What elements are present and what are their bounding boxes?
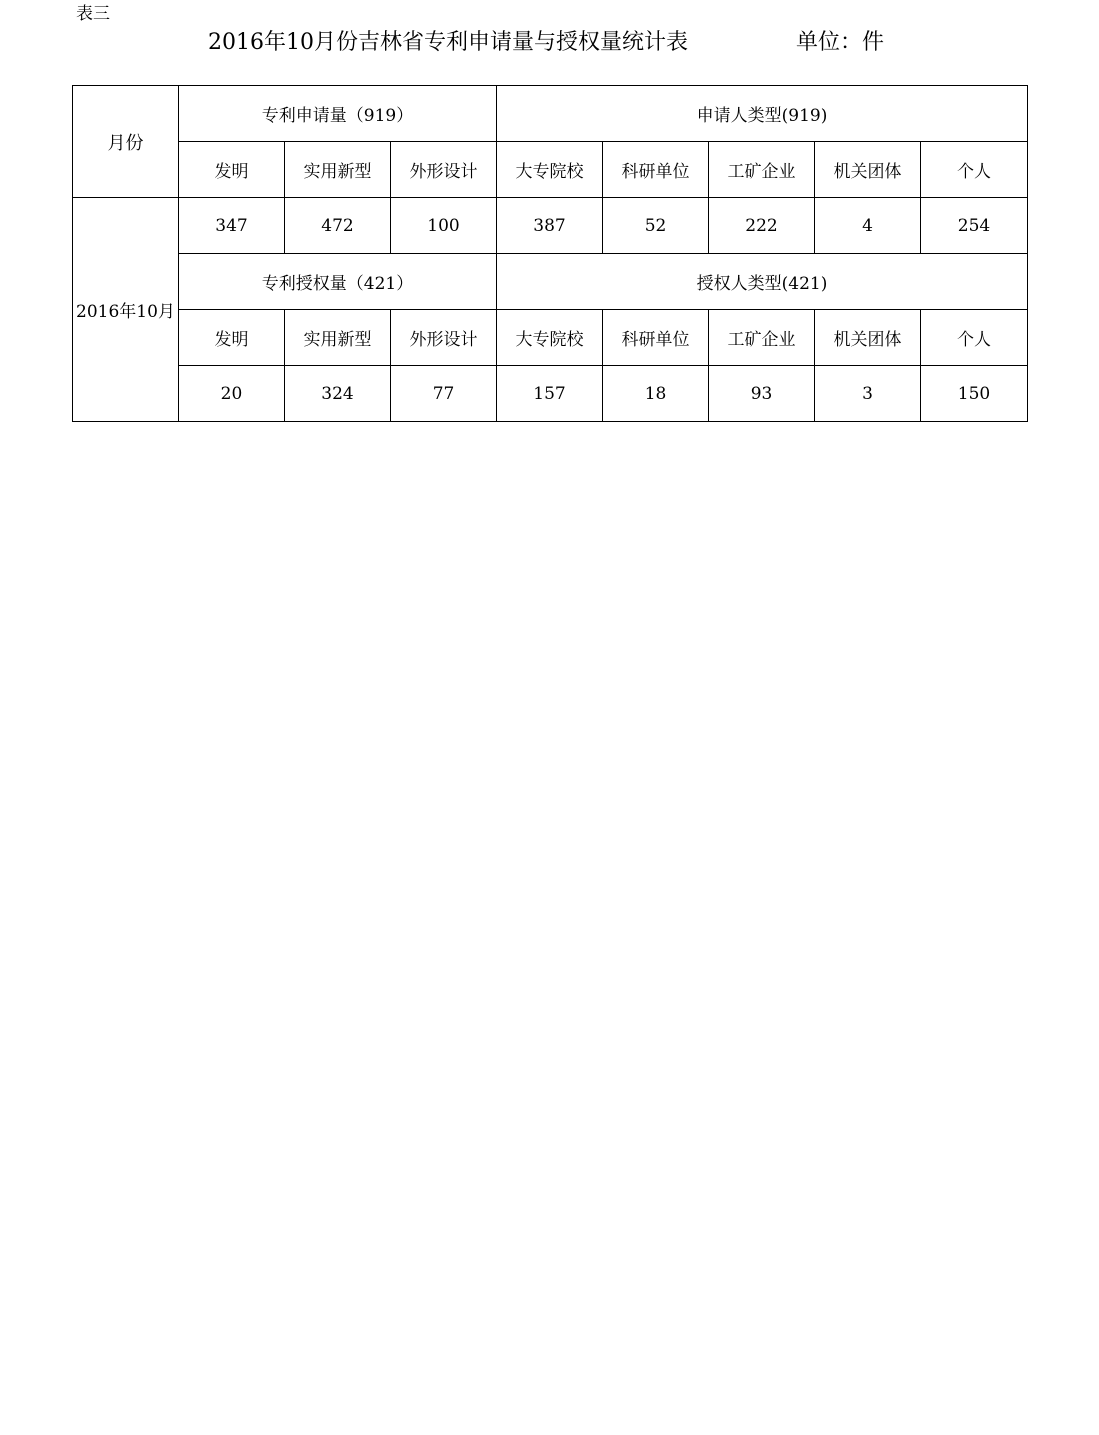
table-cell: 18: [603, 366, 709, 422]
grant-group-header: 专利授权量（421）: [179, 254, 497, 310]
table-row: [73, 198, 1028, 254]
column-header: 发明: [179, 310, 285, 366]
table-cell: 100: [391, 198, 497, 254]
column-header: 机关团体: [815, 142, 921, 198]
column-header: 外形设计: [391, 142, 497, 198]
table-cell: 3: [815, 366, 921, 422]
column-header: 个人: [921, 142, 1028, 198]
table-cell: 157: [497, 366, 603, 422]
application-group-header: 专利申请量（919）: [179, 86, 497, 142]
table-row: [73, 366, 1028, 422]
table-cell: 324: [285, 366, 391, 422]
unit-label: 单位：件: [796, 30, 885, 55]
table-cell: 387: [497, 198, 603, 254]
column-header: 实用新型: [285, 142, 391, 198]
column-header: 科研单位: [603, 310, 709, 366]
table-cell: 347: [179, 198, 285, 254]
column-header: 实用新型: [285, 310, 391, 366]
table-cell: 52: [603, 198, 709, 254]
table-row: [73, 86, 1028, 142]
table-row: [73, 310, 1028, 366]
column-header: 机关团体: [815, 310, 921, 366]
table-label: 表三: [76, 4, 110, 24]
table-cell: 472: [285, 198, 391, 254]
table-cell: 77: [391, 366, 497, 422]
patent-stats-table: [72, 85, 1028, 422]
column-header: 工矿企业: [709, 310, 815, 366]
table-row: [73, 254, 1028, 310]
column-header: 发明: [179, 142, 285, 198]
table-cell: 4: [815, 198, 921, 254]
column-header: 大专院校: [497, 142, 603, 198]
month-header-cell: 月份: [73, 86, 179, 198]
column-header: 大专院校: [497, 310, 603, 366]
applicant-type-group-header: 申请人类型(919): [497, 86, 1028, 142]
table-cell: 93: [709, 366, 815, 422]
table-cell: 254: [921, 198, 1028, 254]
column-header: 科研单位: [603, 142, 709, 198]
grantee-type-group-header: 授权人类型(421): [497, 254, 1028, 310]
table-cell: 150: [921, 366, 1028, 422]
page-title: 2016年10月份吉林省专利申请量与授权量统计表: [208, 30, 688, 55]
table-cell: 222: [709, 198, 815, 254]
table-row: [73, 142, 1028, 198]
column-header: 个人: [921, 310, 1028, 366]
column-header: 工矿企业: [709, 142, 815, 198]
month-value-cell: 2016年10月: [73, 198, 179, 422]
column-header: 外形设计: [391, 310, 497, 366]
table-cell: 20: [179, 366, 285, 422]
